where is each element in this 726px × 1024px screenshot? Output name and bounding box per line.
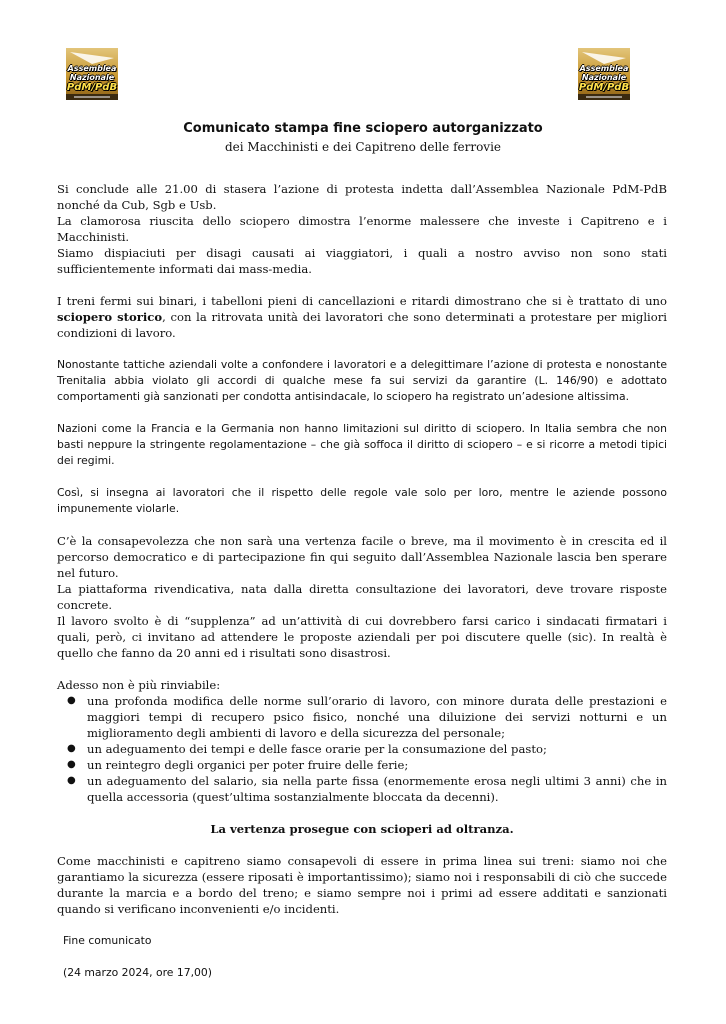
logo-text-line2: Nazionale (581, 73, 627, 82)
list-item: ● un adeguamento dei tempi e delle fasce orarie per la consumazione del pasto; (57, 741, 667, 757)
intro-line-3: Siamo dispiaciuti per disagi causati ai viaggiatori, i quali a nostro avviso non sono stati sufficientemente informati dai mass-media. (57, 246, 667, 276)
slogan-text: La vertenza prosegue con scioperi ad oltranza (210, 822, 510, 836)
list-intro: Adesso non è più rinviabile: (57, 678, 221, 692)
paragraph-tactics: Nonostante tattiche aziendali volte a confondere i lavoratori e a delegittimare l’azione di protesta e nonostante Trenitalia abbia violato gli accordi di qualche mese fa sui servizi da garantire (L. 146/90) e adottato comportamenti già sanzionati per condotta antisindacale, lo sciopero ha registrato un’adesione altissima. (57, 358, 667, 403)
paragraph-responsibility: Come macchinisti e capitreno siamo consapevoli di essere in prima linea sui treni: siamo noi che garantiamo la sicurezza (essere riposati è importantissimo); siamo noi i responsabili di ciò che succede durante la marcia e a bordo del treno; e siamo sempre noi i primi ad essere additati e sanzionati quando si verificano inconvenienti e/o incidenti. (57, 854, 667, 916)
awareness-line-3: Il lavoro svolto è di “supplenza” ad un’attività di cui dovrebbero farsi carico i sindacati firmatari i quali, però, ci invitano ad attendere le proposte aziendali per poi discutere quelle (sic). In realtà è quello che fanno da 20 anni ed i risultati sono disastrosi. (57, 614, 667, 660)
paragraph-intro (57, 181, 667, 277)
paragraph-text: I treni fermi sui binari, i tabelloni pieni di cancellazioni e ritardi dimostrano che si è trattato di uno (57, 294, 667, 308)
logo-text-line3: PdM/PdB (66, 82, 118, 93)
end-note: Fine comunicato (63, 934, 152, 947)
awareness-line-1: C’è la consapevolezza che non sarà una vertenza facile o breve, ma il movimento è in crescita ed il percorso democratico e di partecipazione fin qui seguito dall’Assemblea Nazionale lascia ben sperare nel futuro. (57, 534, 667, 580)
page-title: Comunicato stampa fine sciopero autorganizzato (183, 121, 543, 136)
logo-text-line1: Assemblea (67, 64, 117, 73)
intro-line-1: Si conclude alle 21.00 di stasera l’azione di protesta indetta dall’Assemblea Nazionale PdM-PdB nonché da Cub, Sgb e Usb. (57, 182, 667, 212)
release-date: (24 marzo 2024, ore 17,00) (63, 966, 213, 979)
demands-list (57, 693, 667, 805)
logo-text-line1: Assemblea (579, 64, 629, 73)
paragraph-awareness (57, 533, 667, 661)
page-subtitle: dei Macchinisti e dei Capitreno delle ferrovie (224, 140, 502, 154)
intro-line-2: La clamorosa riuscita dello sciopero dimostra l’enorme malessere che investe i Capitreno e i Macchinisti. (57, 214, 667, 244)
paragraph-rules: Così, si insegna ai lavoratori che il rispetto delle regole vale solo per loro, mentre le aziende possono impunemente violarle. (57, 486, 667, 515)
logo-text-line2: Nazionale (69, 73, 115, 82)
list-item: ● un reintegro degli organici per poter fruire delle ferie; (57, 757, 667, 773)
press-release-body (57, 181, 667, 997)
assemblea-logo-right (578, 48, 630, 100)
paragraph-strike-history (57, 293, 667, 341)
list-item: ● un adeguamento del salario, sia nella parte fissa (enormemente erosa negli ultimi 3 anni) che in quella accessoria (quest’ultima sostanzialmente bloccata da decenni). (57, 773, 667, 805)
bold-phrase: sciopero storico (57, 310, 163, 324)
list-item: ● una profonda modifica delle norme sull’orario di lavoro, con minore durata delle prestazioni e maggiori tempi di recupero psico fisico, nonché una diluizione dei servizi notturni e un miglioramento degli ambienti di lavoro e della sicurezza del personale; (57, 693, 667, 741)
awareness-line-2: La piattaforma rivendicativa, nata dalla diretta consultazione dei lavoratori, deve trovare risposte concrete. (57, 582, 667, 612)
logo-text-line3: PdM/PdB (578, 82, 630, 93)
slogan-line: La vertenza prosegue con scioperi ad oltranza. (210, 822, 514, 836)
paragraph-nations: Nazioni come la Francia e la Germania non hanno limitazioni sul diritto di sciopero. In Italia sembra che non basti neppure la stringente regolamentazione – che già soffoca il diritto di sciopero – e si ricorre a metodi tipici dei regimi. (57, 422, 667, 467)
paragraph-text: , con la ritrovata unità dei lavoratori che sono determinati a protestare per migliori condizioni di lavoro. (57, 310, 667, 340)
assemblea-logo-left (66, 48, 118, 100)
